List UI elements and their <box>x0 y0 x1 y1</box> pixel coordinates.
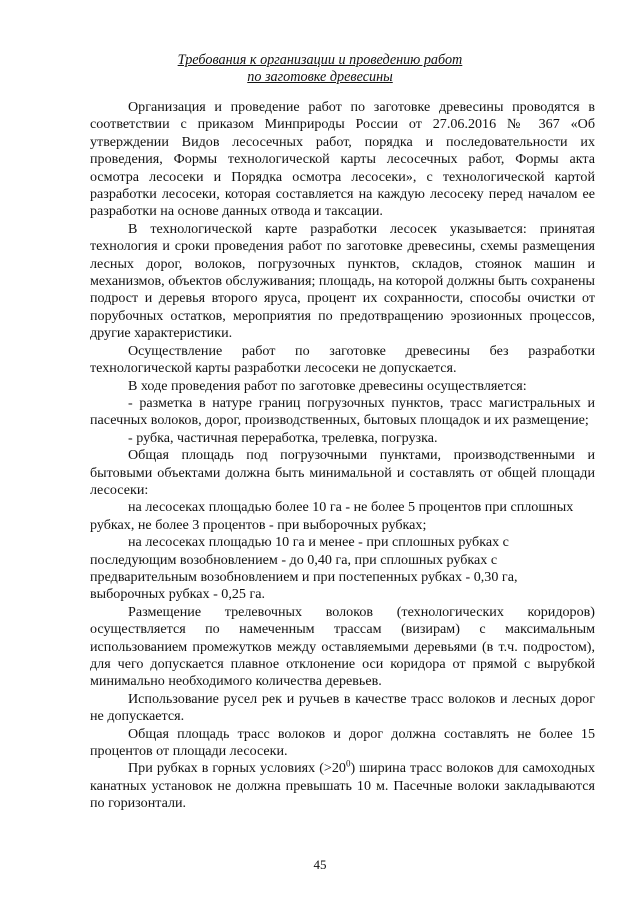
paragraph-area-under-10ha: на лесосеках площадью 10 га и менее - при сплошных рубках с последующим возобновлением - до 0,40 га, при сплошных рубках с предварительным возобновлением и при постепенных рубках - 0,30 га, выборочных рубках - 0,25 га. <box>90 534 518 603</box>
heading-line-2: по заготовке древесины <box>247 69 393 85</box>
paragraph-work-list-intro: В ходе проведения работ по заготовке древесины осуществляется: <box>128 377 527 394</box>
paragraph-total-area: Общая площадь под погрузочными пунктами, производственными и бытовыми объектами должна быть минимальной и составлять от общей площади лесосеки: <box>90 447 595 498</box>
list-item-marking: - разметка в натуре границ погрузочных пунктов, трасс магистральных и пасечных волоков, дорог, производственных, бытовых площадок и их размещение; <box>90 394 595 429</box>
mountain-text-start: При рубках в горных условиях (>20 <box>128 760 346 777</box>
page-number: 45 <box>313 857 327 872</box>
paragraph-area-over-10ha: на лесосеках площадью более 10 га - не более 5 процентов при сплошных рубках, не более 3 процентов - при выборочных рубках; <box>90 499 574 533</box>
paragraph-river-beds: Использование русел рек и ручьев в качестве трасс волоков и лесных дорог не допускается. <box>90 690 595 725</box>
paragraph-trail-area: Общая площадь трасс волоков и дорог должна составлять не более 15 процентов от площади лесосеки. <box>90 725 595 760</box>
paragraph-mountain-conditions <box>90 760 595 812</box>
section-heading <box>0 52 640 86</box>
list-item-felling: - рубка, частичная переработка, трелевка, погрузка. <box>128 429 438 446</box>
paragraph-skid-trails: Размещение трелевочных волоков (технологических коридоров) осуществляется по намеченным трассам (визирам) с максимальным использованием промежутков между оставляемыми деревьями (в т.ч. подростом), для чего допускается плавное отклонение оси коридора от прямой с вырубкой минимально необходимого количества деревьев. <box>90 603 595 690</box>
paragraph-prohibition: Осуществление работ по заготовке древесины без разработки технологической карты разработки лесосеки не допускается. <box>90 342 595 377</box>
paragraph-tech-card: В технологической карте разработки лесосек указывается: принятая технология и сроки проведения работ по заготовке древесины, схемы размещения лесных дорог, волоков, погрузочных пунктов, складов, стоянок машин и механизмов, объектов обслуживания; площадь, на которой должны быть сохранены подрост и деревья второго яруса, процент их сохранности, способы очистки от порубочных остатков, мероприятия по предотвращению эрозионных процессов, другие характеристики. <box>90 220 595 342</box>
degree-superscript: 0 <box>345 758 351 769</box>
heading-line-1: Требования к организации и проведению работ <box>177 52 463 68</box>
body-text <box>90 99 595 813</box>
mountain-text-end: ) ширина трасс волоков для самоходных канатных установок не должна превышать 10 м. Пасечные волоки закладываются по горизонтали. <box>90 760 596 812</box>
paragraph-intro: Организация и проведение работ по заготовке древесины проводятся в соответствии с приказом Минприроды России от 27.06.2016 № 367 «Об утверждении Видов лесосечных работ, порядка и последовательности их проведения, Формы технологической карты лесосечных работ, Формы акта осмотра лесосеки и Порядка осмотра лесосеки», с технологической картой разработки лесосеки, которая составляется на каждую лесосеку перед началом ее разработки на основе данных отвода и таксации. <box>90 99 595 220</box>
